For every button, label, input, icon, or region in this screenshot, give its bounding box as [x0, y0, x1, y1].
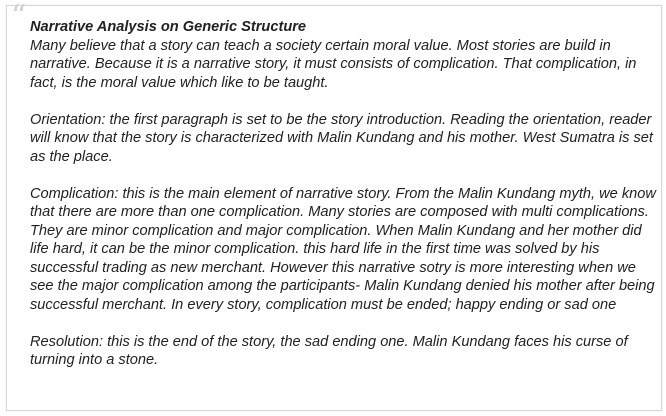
quote-paragraph-orientation: Orientation: the first paragraph is set to be the story introduction. Reading the orientation, reader will know that the story is characterized with Malin Kundang and his mother. West Sumatra is set as the place. [30, 111, 653, 165]
quote-paragraph-complication: Complication: this is the main element of narrative story. From the Malin Kundang myth, we know that there are more than one complication. Many stories are composed with multi complications. They are minor complication and major complication. When Malin Kundang and her mother did life hard, it can be the minor complication. this hard life in the first time was solved by his successful trading as new merchant. However this narrative sotry is more interesting when we see the major complication among the participants- Malin Kundang denied his mother after being successful merchant. In every story, complication must be ended; happy ending or sad one [30, 185, 656, 313]
quote-content [30, 18, 658, 370]
quote-paragraph-intro: Many believe that a story can teach a society certain moral value. Most stories are build in narrative. Because it is a narrative story, it must consists of complication. That complication, in fact, is the moral value which like to be taught. [30, 37, 637, 91]
blockquote [6, 0, 662, 411]
quote-mark-icon: “ [11, 0, 27, 34]
quote-title: Narrative Analysis on Generic Structure [30, 19, 307, 35]
quote-paragraph-resolution: Resolution: this is the end of the story, the sad ending one. Malin Kundang faces his curse of turning into a stone. [30, 333, 628, 368]
